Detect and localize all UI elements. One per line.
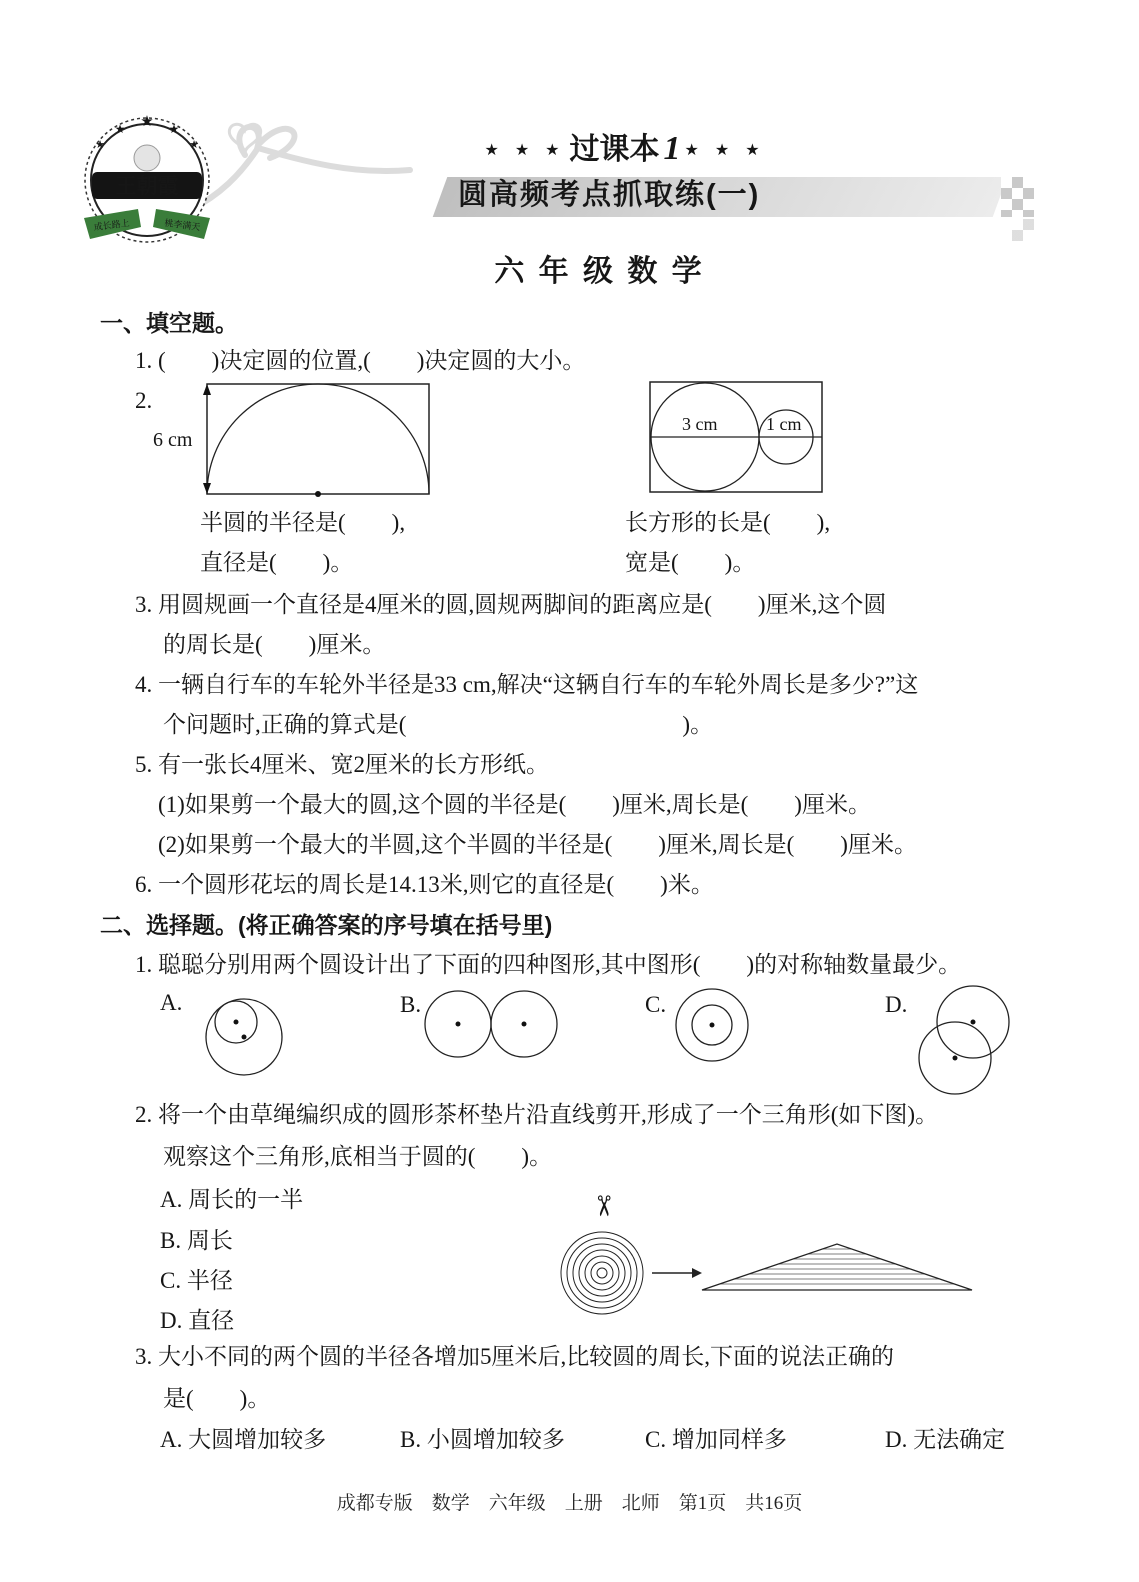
s2-q2-option-a: A. 周长的一半	[160, 1187, 304, 1212]
grade-title: 六 年 级 数 学	[494, 255, 705, 288]
s1-question-4-line1: 4. 一辆自行车的车轮外半径是33 cm,解决“这辆自行车的车轮外周长是多少?”这	[135, 672, 919, 697]
s2-q2-option-b: B. 周长	[160, 1228, 233, 1253]
checker-decoration-small	[1012, 219, 1034, 241]
choice-label-c: C.	[645, 992, 667, 1017]
s2-q3-option-c: C. 增加同样多	[645, 1427, 787, 1452]
coaster-concentric-circles	[561, 1232, 643, 1314]
two-circles-figure	[648, 380, 838, 495]
s2-question-2-line2: 观察这个三角形,底相当于圆的( )。	[163, 1144, 553, 1169]
star-icon: ★	[168, 122, 180, 136]
big-radius-label: 3 cm	[682, 414, 718, 434]
stars-right: ★ ★ ★	[684, 142, 766, 159]
star-icon: ★	[189, 139, 199, 151]
s1-question-5-sub2: (2)如果剪一个最大的半圆,这个半圆的半径是( )厘米,周长是( )厘米。	[158, 832, 917, 857]
s2-question-2-line1: 2. 将一个由草绳编织成的圆形茶杯垫片沿直线剪开,形成了一个三角形(如下图)。	[135, 1102, 939, 1127]
s1-question-2-number: 2.	[135, 388, 153, 413]
s1-question-6: 6. 一个圆形花坛的周长是14.13米,则它的直径是( )米。	[135, 872, 714, 897]
s1-question-3-line1: 3. 用圆规画一个直径是4厘米的圆,圆规两脚间的距离应是( )厘米,这个圆	[135, 592, 887, 617]
choice-figure-a	[182, 985, 302, 1085]
semicircle-arc	[207, 384, 429, 494]
s1-q2-caption-right-1: 长方形的长是( ),	[625, 510, 831, 535]
svg-text:✂: ✂	[587, 1194, 620, 1218]
s2-question-3-line1: 3. 大小不同的两个圆的半径各增加5厘米后,比较圆的周长,下面的说法正确的	[135, 1344, 894, 1369]
s1-question-3-line2: 的周长是( )厘米。	[163, 632, 386, 657]
small-radius-label: 1 cm	[766, 414, 802, 434]
page-title: 圆高频考点抓取练(一)	[458, 179, 761, 211]
scissors-icon	[587, 1194, 620, 1217]
page-footer: 成都专版 数学 六年级 上册 北师 第1页 共16页	[336, 1493, 803, 1514]
choice-figure-d	[905, 982, 1025, 1102]
semicircle-figure	[145, 378, 445, 503]
star-icon: ★	[114, 122, 126, 136]
s2-q3-option-a: A. 大圆增加较多	[160, 1427, 327, 1452]
section2-heading: 二、选择题。(将正确答案的序号填在括号里)	[100, 912, 553, 938]
choice-label-b: B.	[400, 992, 422, 1017]
s2-q3-option-d: D. 无法确定	[885, 1427, 1006, 1452]
star-icon: ★	[95, 139, 105, 151]
triangle-outline	[702, 1244, 972, 1290]
arrow-head-icon	[692, 1268, 702, 1278]
triangle-hatching	[702, 1249, 972, 1284]
s1-q2-caption-left-2: 直径是( )。	[200, 550, 354, 575]
choice-figure-b	[424, 988, 564, 1060]
checker-decoration	[1001, 177, 1034, 217]
portrait-photo	[134, 145, 160, 171]
center-dot	[315, 491, 321, 497]
choice-figure-c	[670, 985, 755, 1065]
choice-label-a: A.	[160, 990, 183, 1015]
s1-q2-caption-left-1: 半圆的半径是( ),	[200, 510, 406, 535]
s2-q2-option-d: D. 直径	[160, 1308, 235, 1333]
s2-question-1: 1. 聪聪分别用两个圆设计出了下面的四种图形,其中图形( )的对称轴数量最少。	[135, 952, 962, 977]
series-title	[440, 124, 810, 168]
star-icon: ★	[140, 114, 154, 130]
s2-q3-option-b: B. 小圆增加较多	[400, 1427, 565, 1452]
s1-question-5: 5. 有一张长4厘米、宽2厘米的长方形纸。	[135, 752, 549, 777]
publisher-logo	[62, 100, 242, 270]
s2-q2-option-c: C. 半径	[160, 1268, 233, 1293]
series-name: 过课本	[569, 133, 660, 166]
s1-question-4-line2: 个问题时,正确的算式是( )。	[163, 712, 714, 737]
s1-question-1: 1. ( )决定圆的位置,( )决定圆的大小。	[135, 348, 586, 373]
section1-heading: 一、填空题。	[100, 310, 238, 336]
stars-left: ★ ★ ★	[484, 142, 566, 159]
coaster-triangle-figure	[552, 1178, 992, 1326]
logo-ribbon-right-text: 桃李满天	[163, 217, 201, 233]
s1-q2-caption-right-2: 宽是( )。	[625, 550, 756, 575]
series-number: 1	[663, 130, 681, 167]
logo-name: 王朝霞	[115, 174, 179, 198]
logo-ribbon-left-text: 成长路上	[93, 217, 131, 233]
s1-question-5-sub1: (1)如果剪一个最大的圆,这个圆的半径是( )厘米,周长是( )厘米。	[158, 792, 871, 817]
choice-label-d: D.	[885, 992, 908, 1017]
s2-question-3-line2: 是( )。	[163, 1386, 271, 1411]
dimension-label: 6 cm	[153, 429, 193, 451]
